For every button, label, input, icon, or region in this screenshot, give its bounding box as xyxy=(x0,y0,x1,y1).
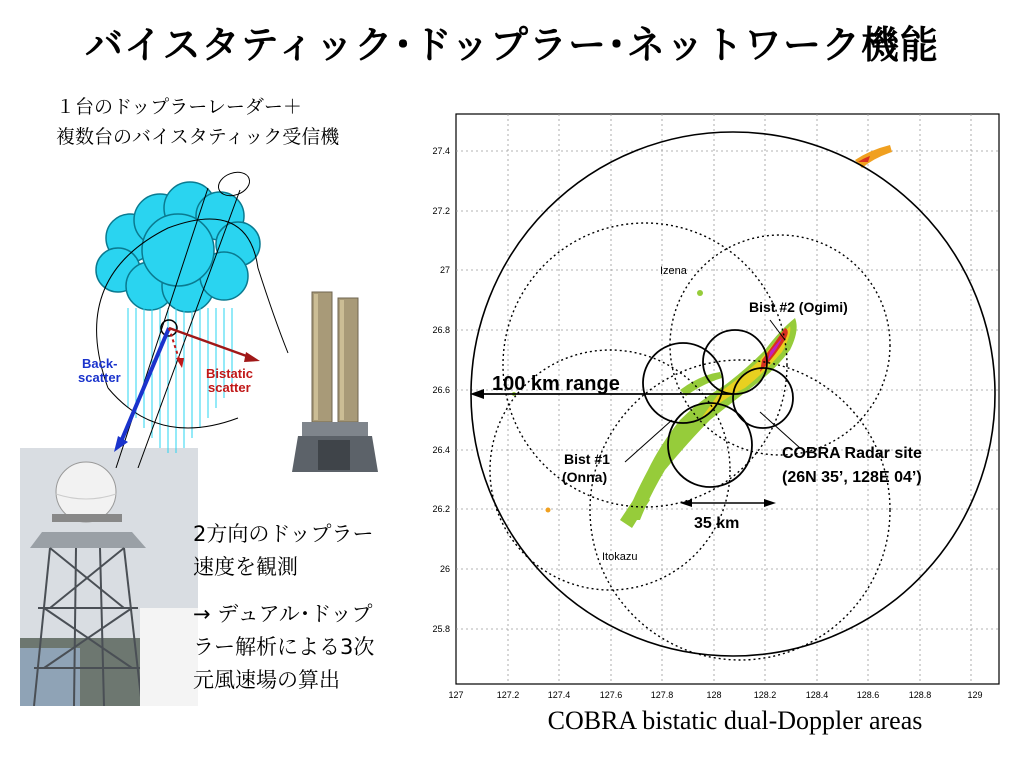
desc2-line-2: ラー解析による3次 xyxy=(193,635,375,659)
label-cobra-2: (26N 35’, 128E 04’) xyxy=(782,469,922,486)
x-tick-labels xyxy=(448,690,982,700)
intro-text xyxy=(56,92,339,152)
bistatic-arrow xyxy=(169,328,252,358)
bistatic-receiver-photo xyxy=(288,272,380,480)
label-bist2: Bist #2 (Ogimi) xyxy=(749,299,848,315)
label-bist1-1: Bist #1 xyxy=(564,451,610,467)
bistatic-label-1: Bistatic xyxy=(206,366,253,381)
bistatic-label-2: scatter xyxy=(208,380,251,395)
y-tick: 27.2 xyxy=(432,206,450,216)
desc1-line-1: 2方向のドップラー xyxy=(193,522,374,546)
label-100km-range: 100 km range xyxy=(492,373,620,395)
x-tick: 128 xyxy=(706,690,722,700)
backscatter-label-2: scatter xyxy=(78,370,121,385)
desc2-line-3: 元風速場の算出 xyxy=(193,668,340,692)
y-tick: 27.4 xyxy=(432,146,450,156)
label-izena: Izena xyxy=(660,265,687,277)
x-tick: 128.8 xyxy=(908,690,932,700)
dual-doppler-analysis-text xyxy=(193,598,374,697)
backscatter-label-1: Back- xyxy=(82,356,118,371)
y-tick: 26 xyxy=(439,564,450,574)
label-35km: 35 km xyxy=(694,515,740,532)
x-tick: 127.4 xyxy=(547,690,571,700)
x-tick: 128.2 xyxy=(753,690,777,700)
y-tick: 26.8 xyxy=(432,325,450,335)
x-tick: 127.6 xyxy=(599,690,623,700)
label-bist1-2: (Onna) xyxy=(562,469,608,485)
x-tick: 127.8 xyxy=(650,690,674,700)
x-tick: 127.2 xyxy=(496,690,520,700)
desc2-line-1: → デュアル･ドップ xyxy=(193,602,373,626)
y-tick: 25.8 xyxy=(432,624,450,634)
label-itokazu: Itokazu xyxy=(602,551,638,563)
y-tick: 26.6 xyxy=(432,385,450,395)
dual-doppler-observation-text xyxy=(193,518,374,584)
figure-caption: COBRA bistatic dual-Doppler areas xyxy=(547,706,923,735)
coverage-map xyxy=(398,98,1024,704)
slide-title: バイスタティック･ドップラー･ネットワーク機能 xyxy=(84,23,940,67)
desc1-line-2: 速度を観測 xyxy=(193,555,298,579)
intro-line-1: １台のドップラーレーダー＋ xyxy=(56,96,302,118)
x-tick: 129 xyxy=(967,690,983,700)
y-tick: 27 xyxy=(439,265,450,275)
y-tick: 26.4 xyxy=(432,445,450,455)
bistatic-scatter-diagram xyxy=(78,158,298,468)
y-tick-labels xyxy=(432,146,450,634)
label-cobra-1: COBRA Radar site xyxy=(782,445,922,462)
intro-line-2: 複数台のバイスタティック受信機 xyxy=(56,126,340,148)
radar-tower-photo xyxy=(20,448,198,706)
x-tick: 128.6 xyxy=(856,690,880,700)
y-tick: 26.2 xyxy=(432,504,450,514)
x-tick: 128.4 xyxy=(805,690,829,700)
x-tick: 127 xyxy=(448,690,464,700)
